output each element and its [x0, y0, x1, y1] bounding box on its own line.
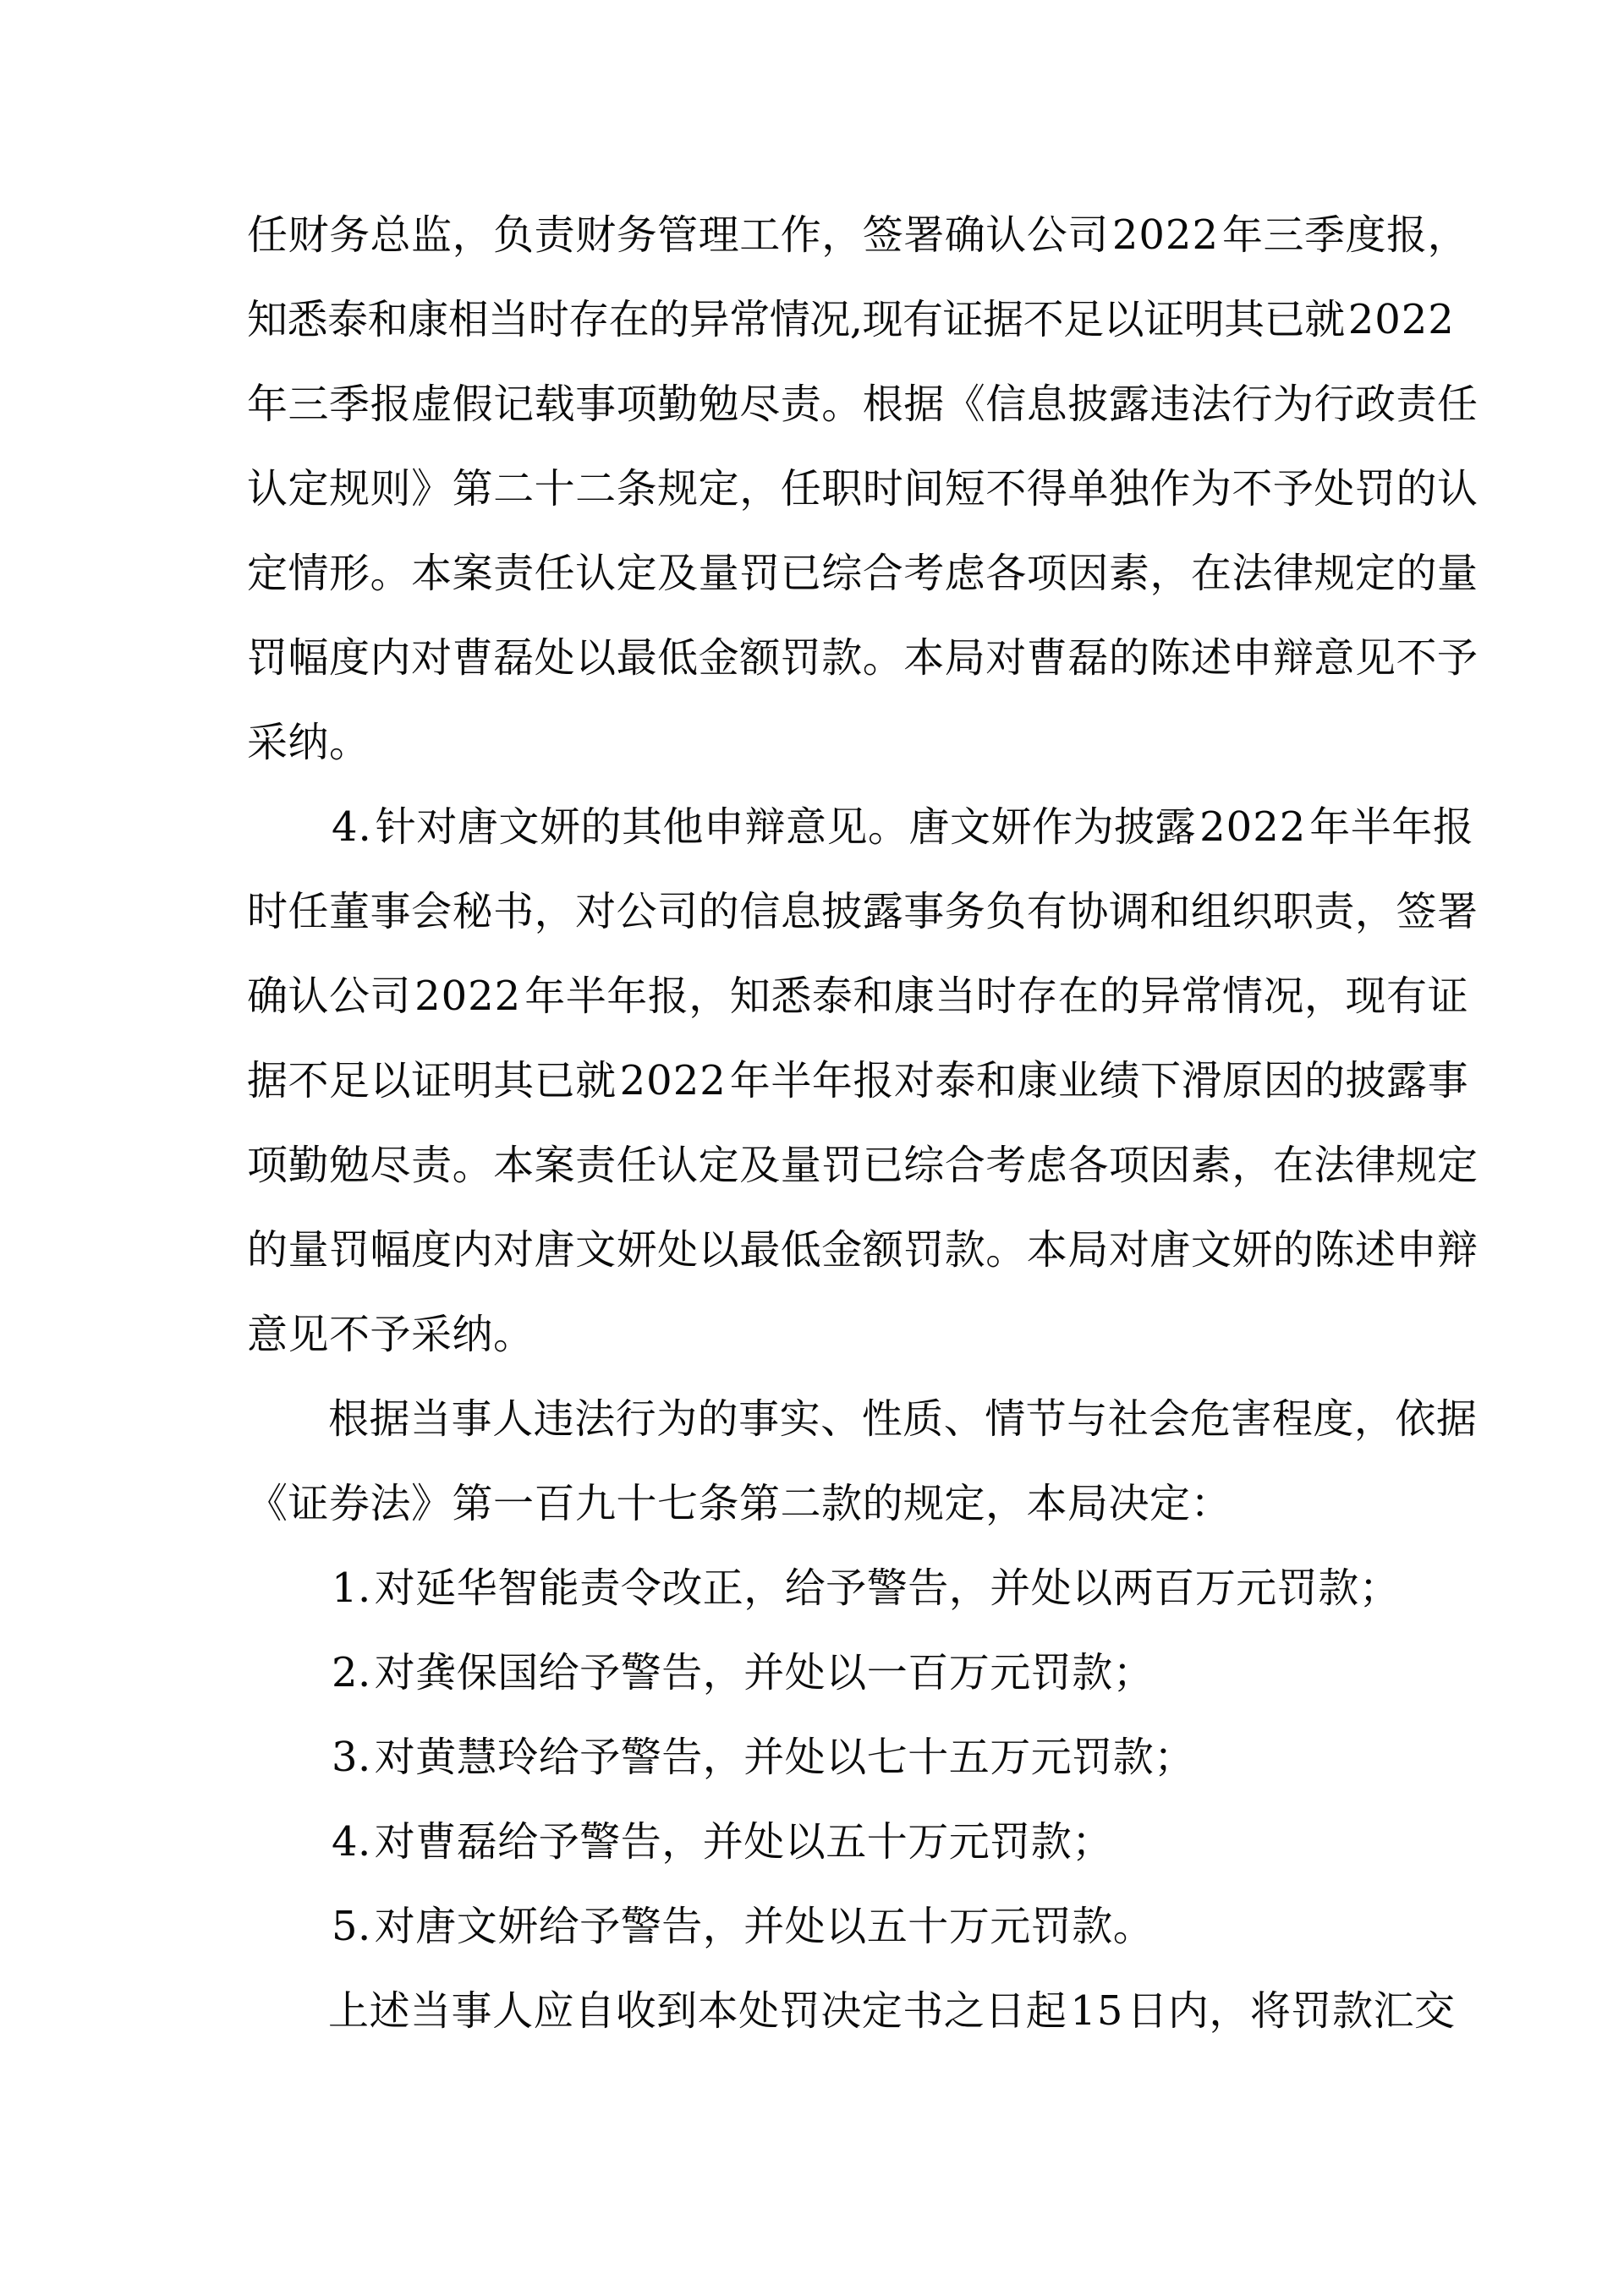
text-line: 意见不予采纳。 — [247, 1311, 535, 1358]
decision-item-number: 2. — [332, 1649, 371, 1696]
decision-item-text: 对黄慧玲给予警告，并处以七十五万元罚款； — [374, 1734, 1195, 1781]
decision-item-text: 对唐文妍给予警告，并处以五十万元罚款。 — [374, 1903, 1155, 1950]
text-line: 的 量 罚 幅 度 内 对 唐 文 妍 处 以 最 低 金 额 罚 款 。 本 局 对 唐 文 妍 的 陈 述 申 辩 — [247, 1226, 1479, 1274]
decision-item-number: 4. — [332, 1818, 371, 1866]
text-line: 知 悉 泰 和 康 相 当 时 存 在 的 异 常 情 况 , 现 有 证 据 不 足 以 证 明 其 已 就 2022 — [247, 296, 1455, 343]
text-line: 根 据 当 事 人 违 法 行 为 的 事 实 、 性 质 、 情 节 与 社 会 危 害 程 度 ， 依 据 — [328, 1395, 1478, 1443]
text-line: 任 财 务 总 监 ， 负 责 财 务 管 理 工 作 ， 签 署 确 认 公 司 2022 年 三 季 度 报 ， — [247, 211, 1469, 259]
decision-item — [247, 1715, 1380, 1800]
text-line: 《证券法》第一百九十七条第二款的规定，本局决定： — [247, 1480, 1232, 1527]
decision-item-number: 3. — [332, 1734, 371, 1781]
decision-item-text: 对延华智能责令改正，给予警告，并处以两百万元罚款； — [374, 1564, 1401, 1612]
decision-item-number: 1. — [332, 1564, 371, 1612]
document-body — [247, 193, 1479, 2053]
text-line: 项 勤 勉 尽 责 。 本 案 责 任 认 定 及 量 罚 已 综 合 考 虑 各 项 因 素 ， 在 法 律 规 定 — [247, 1142, 1479, 1189]
decision-item — [247, 1546, 1401, 1630]
decision-item-list — [247, 1546, 1401, 1969]
text-line: 采纳。 — [247, 719, 370, 766]
text-line: 据 不 足 以 证 明 其 已 就 2022 年 半 年 报 对 泰 和 康 业 绩 下 滑 原 因 的 披 露 事 — [247, 1057, 1469, 1104]
paragraph-decision-preamble — [247, 1377, 1478, 1546]
text-line: 认 定 规 则 》 第 二 十 二 条 规 定 ， 任 职 时 间 短 不 得 单 独 作 为 不 予 处 罚 的 认 — [247, 465, 1479, 512]
decision-item-text: 对曹磊给予警告，并处以五十万元罚款； — [374, 1818, 1113, 1866]
paragraph-payment-instruction — [247, 1969, 1456, 2053]
text-line: 罚 幅 度 内 对 曹 磊 处 以 最 低 金 额 罚 款 。 本 局 对 曹 磊 的 陈 述 申 辩 意 见 不 予 — [247, 634, 1479, 682]
text-line: 确 认 公 司 2022 年 半 年 报 ， 知 悉 泰 和 康 当 时 存 在 的 异 常 情 况 ， 现 有 证 — [247, 973, 1469, 1020]
paragraph-responsibility-tangwenyan — [247, 785, 1479, 1377]
decision-item — [247, 1630, 1380, 1715]
paragraph-responsibility-caolei — [247, 193, 1479, 785]
text-line: 上 述 当 事 人 应 自 收 到 本 处 罚 决 定 书 之 日 起 15 日 内 ， 将 罚 款 汇 交 — [328, 1987, 1456, 2035]
text-line: 时 任 董 事 会 秘 书 ， 对 公 司 的 信 息 披 露 事 务 负 有 协 调 和 组 织 职 责 ， 签 署 — [247, 888, 1479, 935]
decision-item — [247, 1800, 1380, 1884]
decision-item — [247, 1884, 1380, 1969]
text-line: 年 三 季 报 虚 假 记 载 事 项 勤 勉 尽 责 。 根 据 《 信 息 披 露 违 法 行 为 行 政 责 任 — [247, 381, 1479, 428]
text-line: 定 情 形 。 本 案 责 任 认 定 及 量 罚 已 综 合 考 虑 各 项 因 素 ， 在 法 律 规 定 的 量 — [247, 550, 1479, 597]
decision-item-text: 对龚保国给予警告，并处以一百万元罚款； — [374, 1649, 1155, 1696]
text-line: 4. 针 对 唐 文 妍 的 其 他 申 辩 意 见 。 唐 文 妍 作 为 披 露 2022 年 半 年 报 — [332, 803, 1474, 851]
decision-item-number: 5. — [332, 1903, 371, 1950]
